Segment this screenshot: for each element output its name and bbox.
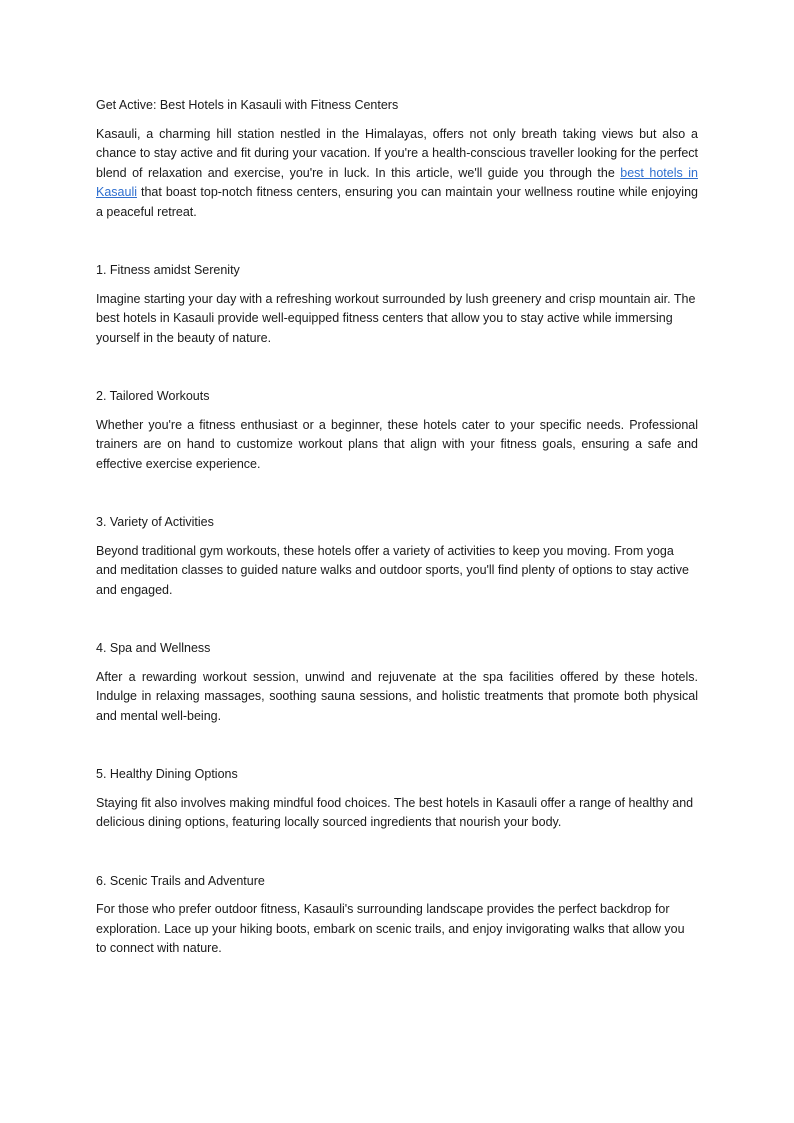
section-heading: 2. Tailored Workouts (96, 389, 210, 403)
intro-paragraph (96, 125, 698, 223)
section-body: Whether you're a fitness enthusiast or a beginner, these hotels cater to your specific needs. Professional trainers are on hand to customize workout plans that align with your fitness goals, ensuring a safe and effective exercise experience. (96, 417, 698, 471)
section-body: For those who prefer outdoor fitness, Kasauli's surrounding landscape provides the perfect backdrop for exploration. Lace up your hiking boots, embark on scenic trails, and enjoy invigorating walks that allow you to connect with nature. (96, 902, 685, 955)
best-hotels-in-kasauli-link[interactable]: best hotels in Kasauli (96, 165, 698, 199)
section-body: Beyond traditional gym workouts, these hotels offer a variety of activities to keep you moving. From yoga and meditation classes to guided nature walks and outdoor sports, you'll find plenty of options to stay active and engaged. (96, 543, 690, 597)
section-scenic-trails-and-adventure (96, 872, 698, 959)
section-tailored-workouts (96, 387, 698, 474)
intro-text-before-link: Kasauli, a charming hill station nestled in the Himalayas, offers not only breath taking views but also a chance to stay active and fit during your vacation. If you're a health-conscious traveller looking for the perfect blend of relaxation and exercise, you're in luck. In this article, we'll guide you through the (96, 126, 698, 180)
section-heading: 5. Healthy Dining Options (96, 767, 238, 781)
section-heading: 6. Scenic Trails and Adventure (96, 873, 265, 888)
document-page (96, 96, 698, 959)
section-body: After a rewarding workout session, unwind and rejuvenate at the spa facilities offered by these hotels. Indulge in relaxing massages, soothing sauna sessions, and holistic treatments that promote both physical and mental well-being. (96, 669, 698, 723)
section-heading: 3. Variety of Activities (96, 515, 214, 529)
section-healthy-dining-options (96, 765, 698, 833)
document-title: Get Active: Best Hotels in Kasauli with Fitness Centers (96, 98, 399, 112)
section-body: Imagine starting your day with a refreshing workout surrounded by lush greenery and crisp mountain air. The best hotels in Kasauli provide well-equipped fitness centers that allow you to stay active while immersing yourself in the beauty of nature. (96, 291, 696, 345)
section-body: Staying fit also involves making mindful food choices. The best hotels in Kasauli offer a range of healthy and delicious dining options, featuring locally sourced ingredients that nourish your body. (96, 795, 694, 829)
section-heading: 4. Spa and Wellness (96, 641, 211, 655)
section-fitness-amidst-serenity (96, 261, 698, 348)
intro-text-after-link: that boast top-notch fitness centers, ensuring you can maintain your wellness routine while enjoying a peaceful retreat. (96, 185, 698, 219)
section-spa-and-wellness (96, 639, 698, 726)
section-variety-of-activities (96, 513, 698, 600)
section-heading: 1. Fitness amidst Serenity (96, 263, 240, 277)
